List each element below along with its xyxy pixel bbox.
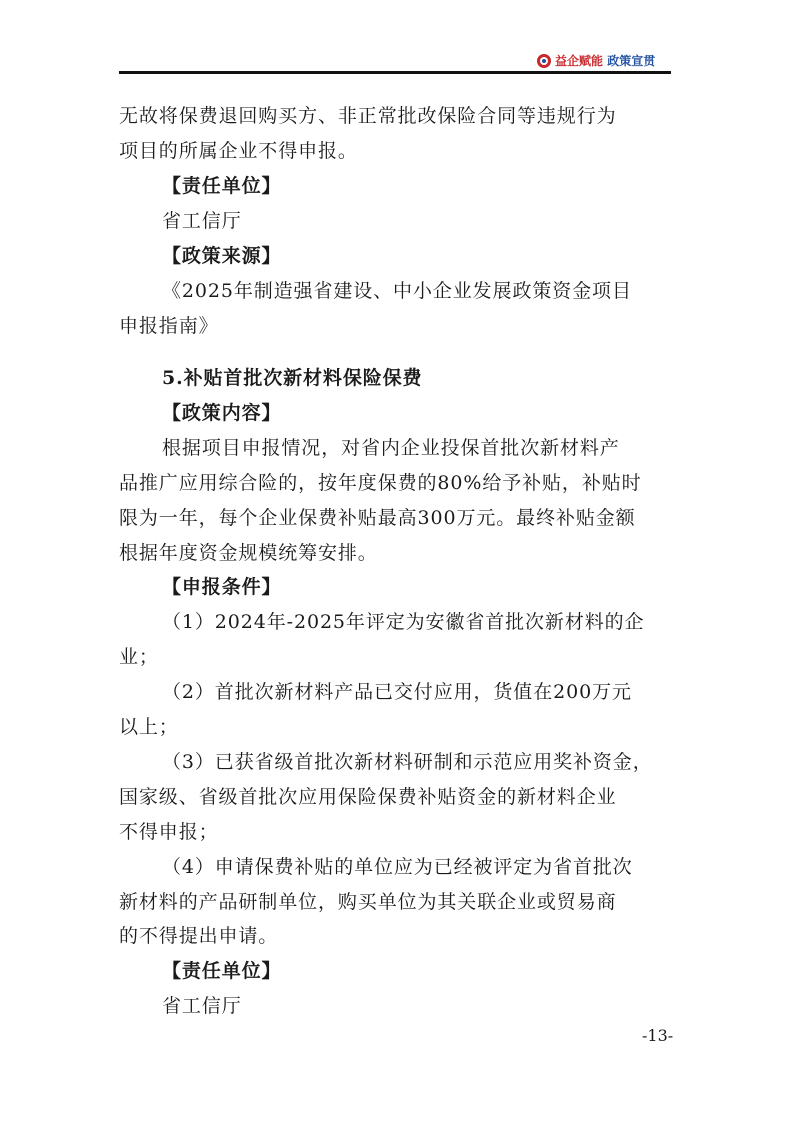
body-line: 申报指南》 <box>119 315 219 337</box>
body-line: 根据项目申报情况，对省内企业投保首批次新材料产 <box>162 437 620 459</box>
heading-responsible-unit: 【责任单位】 <box>162 960 282 982</box>
body-line: 无故将保费退回购买方、非正常批改保险合同等违规行为 <box>119 105 617 127</box>
body-line: 省工信厅 <box>162 210 242 232</box>
page-number: -13- <box>642 1026 674 1045</box>
body-line: 品推广应用综合险的，按年度保费的80%给予补贴，补贴时 <box>119 472 642 494</box>
section-name: 政策宣贯 <box>607 54 656 68</box>
section-title: 5.补贴首批次新材料保险保费 <box>162 367 423 389</box>
body-line: 限为一年，每个企业保费补贴最高300万元。最终补贴金额 <box>119 507 636 529</box>
body-line: 以上； <box>119 716 179 738</box>
body-line: 根据年度资金规模统筹安排。 <box>119 542 378 564</box>
brand-logo-icon <box>537 54 551 68</box>
header-rule <box>119 71 671 74</box>
brand-name: 益企赋能 <box>555 54 604 68</box>
brand-text <box>555 53 655 69</box>
heading-policy-source: 【政策来源】 <box>162 245 282 267</box>
body-line: 不得申报； <box>119 821 219 843</box>
body-line: 《2025年制造强省建设、中小企业发展政策资金项目 <box>162 280 632 302</box>
header-logo <box>537 53 655 69</box>
heading-policy-content: 【政策内容】 <box>162 402 282 424</box>
body-line: （2）首批次新材料产品已交付应用，货值在200万元 <box>162 681 632 703</box>
body-line: （3）已获省级首批次新材料研制和示范应用奖补资金， <box>162 751 653 773</box>
heading-responsible-unit: 【责任单位】 <box>162 175 282 197</box>
body-line: （1）2024年-2025年评定为安徽省首批次新材料的企 <box>162 611 645 633</box>
body-line: 业； <box>119 646 159 668</box>
body-line: 省工信厅 <box>162 995 242 1017</box>
body-line: 的不得提出申请。 <box>119 925 279 947</box>
body-line: 新材料的产品研制单位，购买单位为其关联企业或贸易商 <box>119 891 617 913</box>
body-line: 国家级、省级首批次应用保险保费补贴资金的新材料企业 <box>119 786 617 808</box>
body-line: 项目的所属企业不得申报。 <box>119 140 358 162</box>
body-line: （4）申请保费补贴的单位应为已经被评定为省首批次 <box>162 856 633 878</box>
heading-application-conditions: 【申报条件】 <box>162 576 282 598</box>
